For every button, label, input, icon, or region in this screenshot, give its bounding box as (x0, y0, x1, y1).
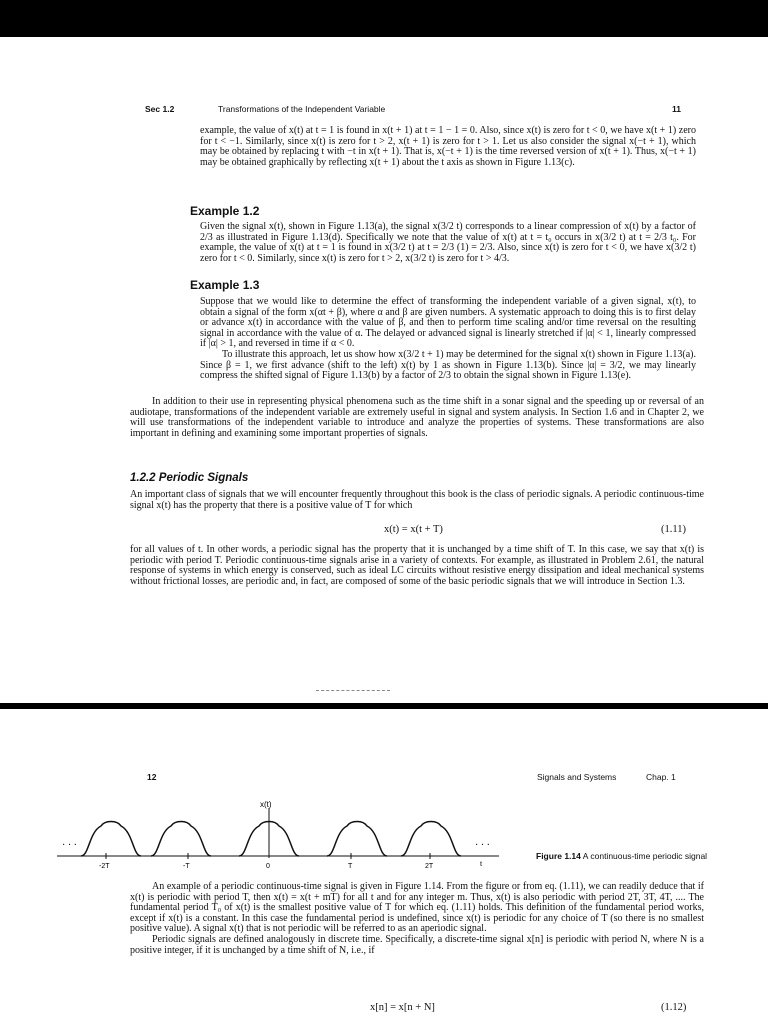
page-end-mark (316, 690, 390, 691)
equation: x(t) = x(t + T) (384, 524, 443, 535)
tick-label: T (348, 863, 353, 870)
body-paragraph: Periodic signals are defined analogously in discrete time. Specifically, a discrete-time signal x[n] is periodic with period N, where N is a positive integer, if it is unchanged by a time shift of N, i.e., if (130, 933, 704, 956)
example-text-part: To illustrate this approach, let us show how x(3/2 t + 1) may be determined for the signal x(t) shown in Figure 1.13(a). Since β = 1, we first advance (shift to the left) x(t) by 1 as shown in Figure 1.13(b). Since |α| = 3/2, we may linearly compress the shifted signal of Figure 1.13(b) by a factor of 2/3 to obtain the signal shown in Figure 1.13(e). (200, 348, 697, 382)
tick-label: 0 (266, 863, 270, 870)
example-heading: Example 1.3 (190, 278, 260, 292)
page-number: 11 (672, 104, 681, 114)
tick-label: -T (183, 863, 190, 870)
periodic-pulse (401, 822, 461, 857)
body-text (130, 882, 704, 956)
right-ellipsis: · · · (475, 840, 490, 851)
section-number: Sec 1.2 (145, 104, 175, 114)
body-paragraph: An example of a periodic continuous-time signal is given in Figure 1.14. From the figure or from eq. (1.11), we can readily deduce that if x(t) is periodic with period T, then x(t) = x(t + mT) for all t and for any integer m. Thus, x(t) is also periodic with period 2T, 3T, 4T, .... The fundamental period T₀ of x(t) is the smallest positive value of T for which eq. (1.11) holds. This definition of the fundamental period works, except if x(t) is a constant. In this case the fundamental period is undefined, since x(t) is periodic for any choice of T (so there is no smallest positive value). A signal x(t) that is not periodic will be referred to as an aperiodic signal. (130, 881, 704, 935)
section-heading: 1.2.2 Periodic Signals (130, 472, 249, 484)
periodic-paragraph: An important class of signals that we will encounter frequently throughout this book is the class of periodic signals. A periodic continuous-time signal x(t) has the property that there is a positive value of T for which (130, 489, 704, 511)
tick-label: 2T (425, 863, 434, 870)
chapter-label: Chap. 1 (646, 772, 676, 782)
example-heading: Example 1.2 (190, 204, 260, 218)
running-title: Signals and Systems (537, 772, 617, 782)
left-ellipsis: · · · (62, 840, 77, 851)
equation-number: (1.12) (661, 1002, 687, 1013)
y-axis-label: x(t) (260, 800, 272, 809)
equation-number: (1.11) (661, 524, 686, 535)
running-title: Transformations of the Independent Variable (218, 104, 386, 114)
page-number: 12 (147, 772, 157, 782)
intro-paragraph: example, the value of x(t) at t = 1 is found in x(t + 1) at t = 1 − 1 = 0. Also, since x(t) is zero for t < 0, we have x(t + 1) zero for t < −1. Similarly, since x(t) is zero for t > 2, x(t + 1) is zero for t > 1. Let us also consider the signal x(−t + 1), which may be obtained by replacing t with −t in x(t + 1). That is, x(−t + 1) is the time reversed version of x(t + 1). Thus, x(−t + 1) may be obtained graphically by reflecting x(t + 1) about the t axis as shown in Figure 1.13(c). (200, 125, 696, 168)
tick-label: -2T (99, 863, 110, 870)
example-text-part: Suppose that we would like to determine the effect of transforming the independent variable of a given signal, x(t), to obtain a signal of the form x(αt + β), where α and β are given numbers. A systematic approach to doing this is to first delay or advance x(t) in accordance with the value of β, and then to perform time scaling and/or time reversal on the resulting signal in accordance with the value of α. The delayed or advanced signal is linearly stretched if |α| < 1, linearly compressed if |α| > 1, and reversed in time if α < 0. (200, 296, 696, 350)
periodic-pulse (327, 822, 387, 857)
page-divider (0, 703, 768, 709)
figure-label: Figure 1.14 (536, 851, 581, 861)
example-text: Given the signal x(t), shown in Figure 1.13(a), the signal x(3/2 t) corresponds to a linear compression of x(t) by a factor of 2/3 as illustrated in Figure 1.13(d). Specifically we note that the value of x(t) at t = t₀ occurs in x(3/2 t) at t = 2/3 t₀. For example, the value of x(t) at t = 1 is found in x(3/2 t) at t = 2/3 (1) = 2/3. Also, since x(t) is zero for t < 0, we have x(3/2 t) zero for t < 0. Similarly, since x(t) is zero for t > 2, x(3/2 t) is zero for t > 4/3. (200, 221, 696, 264)
periodic-pulse (81, 822, 141, 857)
equation: x[n] = x[n + N] (370, 1002, 435, 1013)
x-axis-label: t (480, 859, 483, 868)
figure-caption (536, 852, 707, 862)
top-black-bar (0, 0, 768, 37)
periodic-signal-figure (57, 798, 507, 873)
periodic-pulse (151, 822, 211, 857)
applications-paragraph: In addition to their use in representing physical phenomena such as the time shift in a sonar signal and the speeding up or reversal of an audiotape, transformations of the independent variable are extremely useful in signal and system analysis. In Section 1.6 and in Chapter 2, we will use transformations of the independent variable to introduce and analyze the properties of systems. These transformations are also important in defining and examining some important properties of signals. (130, 396, 704, 439)
example-text (200, 297, 696, 382)
figure-caption-text: A continuous-time periodic signal (582, 851, 708, 861)
body-paragraph: for all values of t. In other words, a periodic signal has the property that it is unchanged by a time shift of T. In this case, we say that x(t) is periodic with period T. Periodic continuous-time signals arise in a variety of contexts. For example, as illustrated in Problem 2.61, the natural response of systems in which energy is conserved, such as ideal LC circuits without resistive energy dissipation and ideal mechanical systems without frictional losses, are periodic and, in fact, are composed of some of the basic periodic signals that we will introduce in Section 1.3. (130, 544, 704, 587)
